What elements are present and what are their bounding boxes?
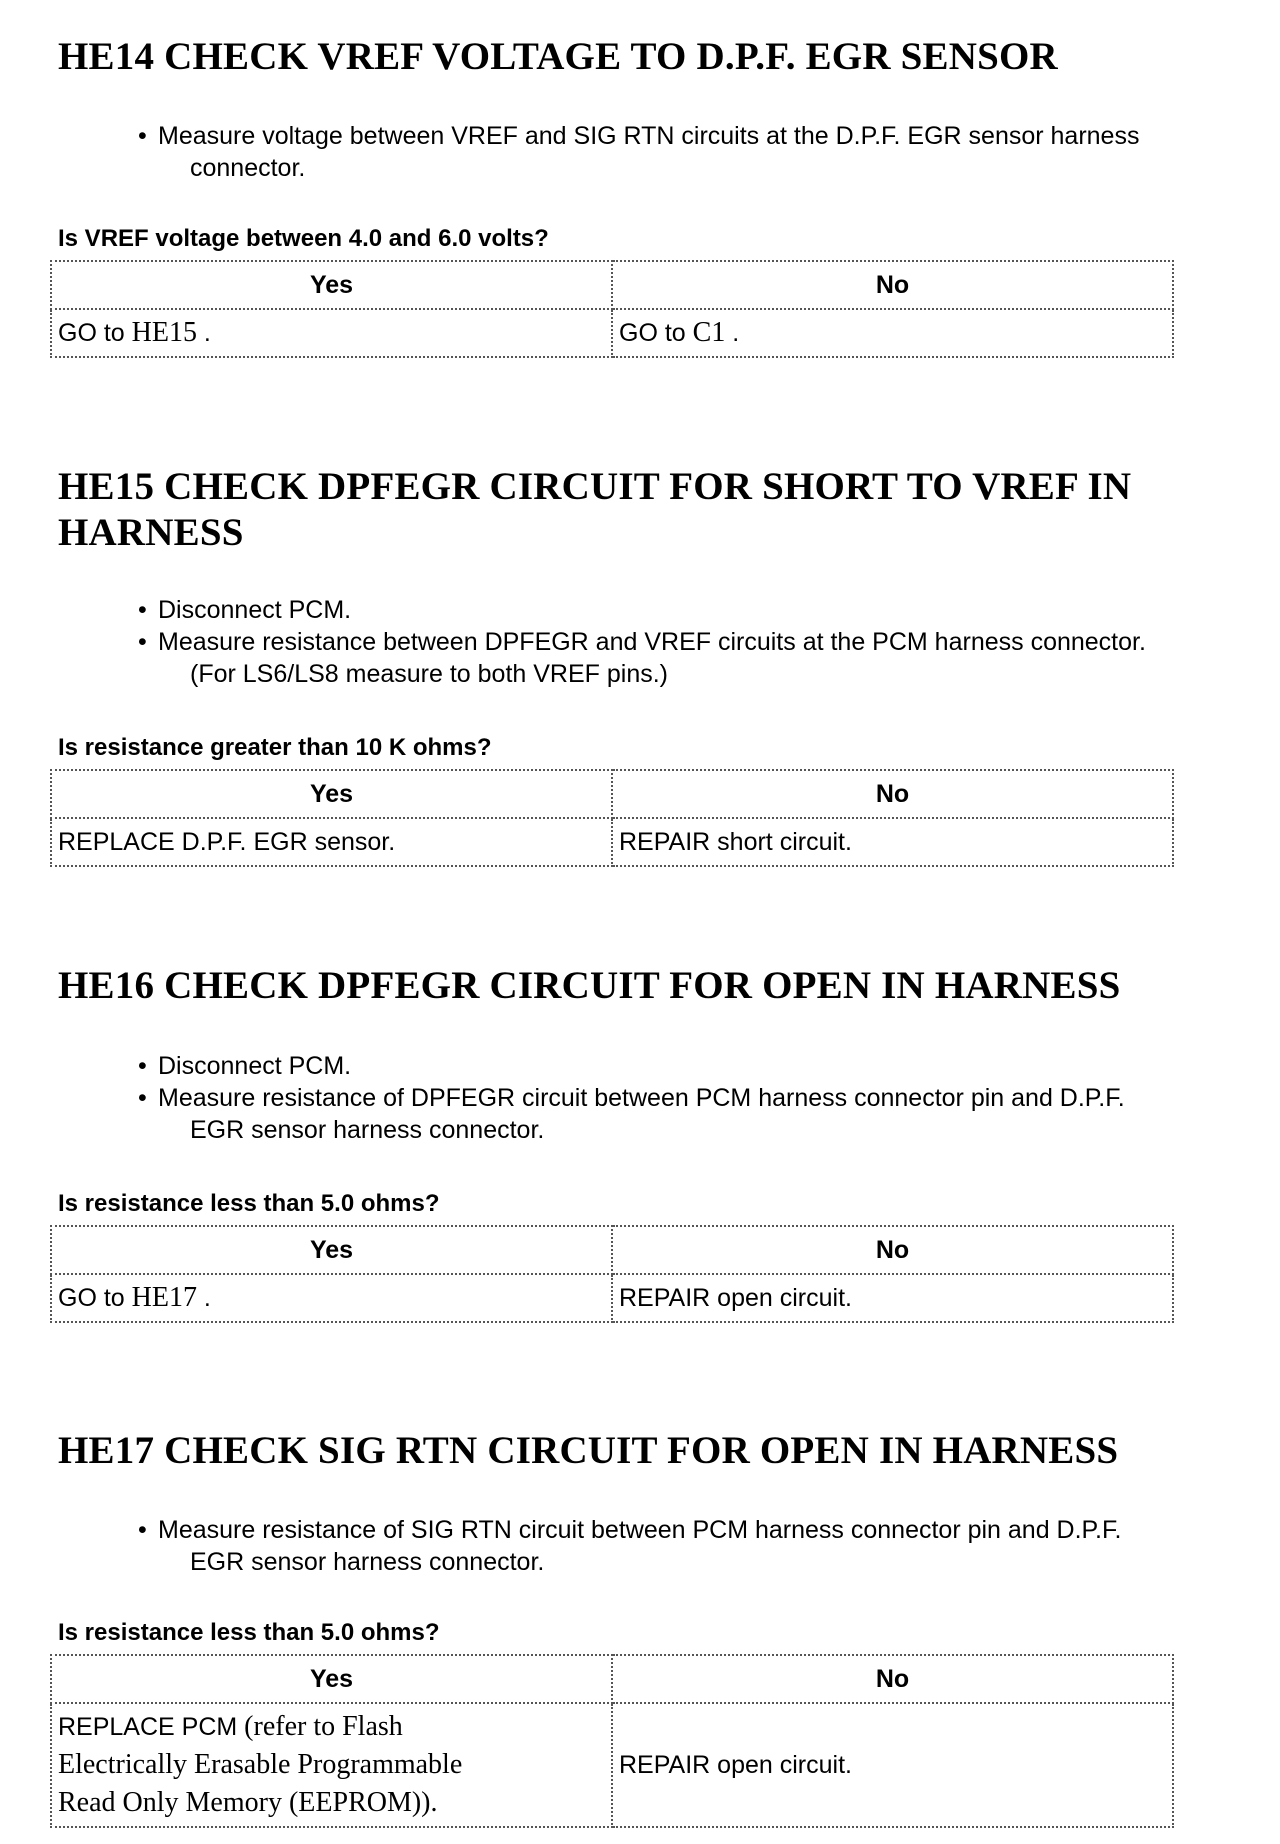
yes-header: Yes [51, 770, 612, 818]
bullet-icon: • [138, 122, 147, 150]
step-text: Measure resistance of DPFEGR circuit between PCM harness connector pin and D.P.F. [158, 1084, 1125, 1112]
yes-prefix: REPLACE PCM [58, 1713, 238, 1741]
bullet-icon: • [138, 1084, 147, 1112]
yes-detail-3: Read Only Memory (EEPROM)). [58, 1787, 438, 1818]
no-header: No [612, 261, 1173, 309]
step-text-continued: (For LS6/LS8 measure to both VREF pins.) [190, 660, 668, 688]
yes-suffix: . [203, 319, 211, 347]
question: Is resistance greater than 10 K ohms? [58, 734, 492, 761]
yes-header: Yes [51, 261, 612, 309]
bullet-icon: • [138, 596, 147, 624]
yes-prefix: GO to [58, 319, 125, 347]
step-item [140, 1050, 1270, 1082]
question: Is resistance less than 5.0 ohms? [58, 1190, 440, 1217]
step-list [140, 1514, 1270, 1578]
yes-detail-1: (refer to Flash [244, 1711, 403, 1742]
step-text: Measure resistance between DPFEGR and VREF circuits at the PCM harness connector. [158, 628, 1146, 656]
yes-prefix: GO to [58, 1284, 125, 1312]
step-text-continued: EGR sensor harness connector. [190, 1548, 545, 1576]
step-text: Disconnect PCM. [158, 1052, 352, 1080]
yes-detail-2: Electrically Erasable Programmable [58, 1749, 463, 1780]
question: Is resistance less than 5.0 ohms? [58, 1619, 440, 1646]
no-link-c1[interactable]: C1 [692, 317, 726, 348]
step-item [140, 1082, 1270, 1146]
no-cell [612, 309, 1173, 357]
answer-table [50, 769, 1174, 867]
bullet-icon: • [138, 1516, 147, 1544]
answer-table [50, 1225, 1174, 1323]
no-suffix: . [732, 319, 740, 347]
section-title: HE17 CHECK SIG RTN CIRCUIT FOR OPEN IN HARNESS [58, 1429, 1119, 1472]
step-text: Measure resistance of SIG RTN circuit between PCM harness connector pin and D.P.F. [158, 1516, 1122, 1544]
step-list [140, 1050, 1270, 1146]
yes-suffix: . [203, 1284, 211, 1312]
bullet-icon: • [138, 628, 147, 656]
yes-link-he15[interactable]: HE15 [131, 317, 197, 348]
yes-cell [51, 1274, 612, 1322]
yes-cell [51, 309, 612, 357]
yes-cell [51, 1703, 612, 1827]
no-cell: REPAIR short circuit. [612, 818, 1173, 866]
step-item [140, 120, 1270, 184]
no-header: No [612, 1655, 1173, 1703]
step-text: Measure voltage between VREF and SIG RTN circuits at the D.P.F. EGR sensor harness [158, 122, 1140, 150]
no-prefix: GO to [619, 319, 686, 347]
no-cell: REPAIR open circuit. [612, 1703, 1173, 1827]
no-cell: REPAIR open circuit. [612, 1274, 1173, 1322]
yes-link-he17[interactable]: HE17 [131, 1282, 197, 1313]
question: Is VREF voltage between 4.0 and 6.0 volts? [58, 225, 549, 252]
answer-table [50, 1654, 1174, 1828]
step-item [140, 1514, 1270, 1578]
section-title: HE15 CHECK DPFEGR CIRCUIT FOR SHORT TO VREF IN HARNESS [58, 465, 1132, 554]
step-text-continued: connector. [190, 154, 306, 182]
step-list [140, 594, 1270, 690]
no-header: No [612, 770, 1173, 818]
step-text-continued: EGR sensor harness connector. [190, 1116, 545, 1144]
step-list [140, 120, 1270, 184]
section-title: HE14 CHECK VREF VOLTAGE TO D.P.F. EGR SENSOR [58, 35, 1058, 78]
step-item [140, 594, 1270, 626]
bullet-icon: • [138, 1052, 147, 1080]
no-header: No [612, 1226, 1173, 1274]
yes-header: Yes [51, 1226, 612, 1274]
answer-table [50, 260, 1174, 358]
yes-header: Yes [51, 1655, 612, 1703]
step-item [140, 626, 1270, 690]
yes-cell: REPLACE D.P.F. EGR sensor. [51, 818, 612, 866]
step-text: Disconnect PCM. [158, 596, 352, 624]
section-title: HE16 CHECK DPFEGR CIRCUIT FOR OPEN IN HARNESS [58, 964, 1121, 1007]
